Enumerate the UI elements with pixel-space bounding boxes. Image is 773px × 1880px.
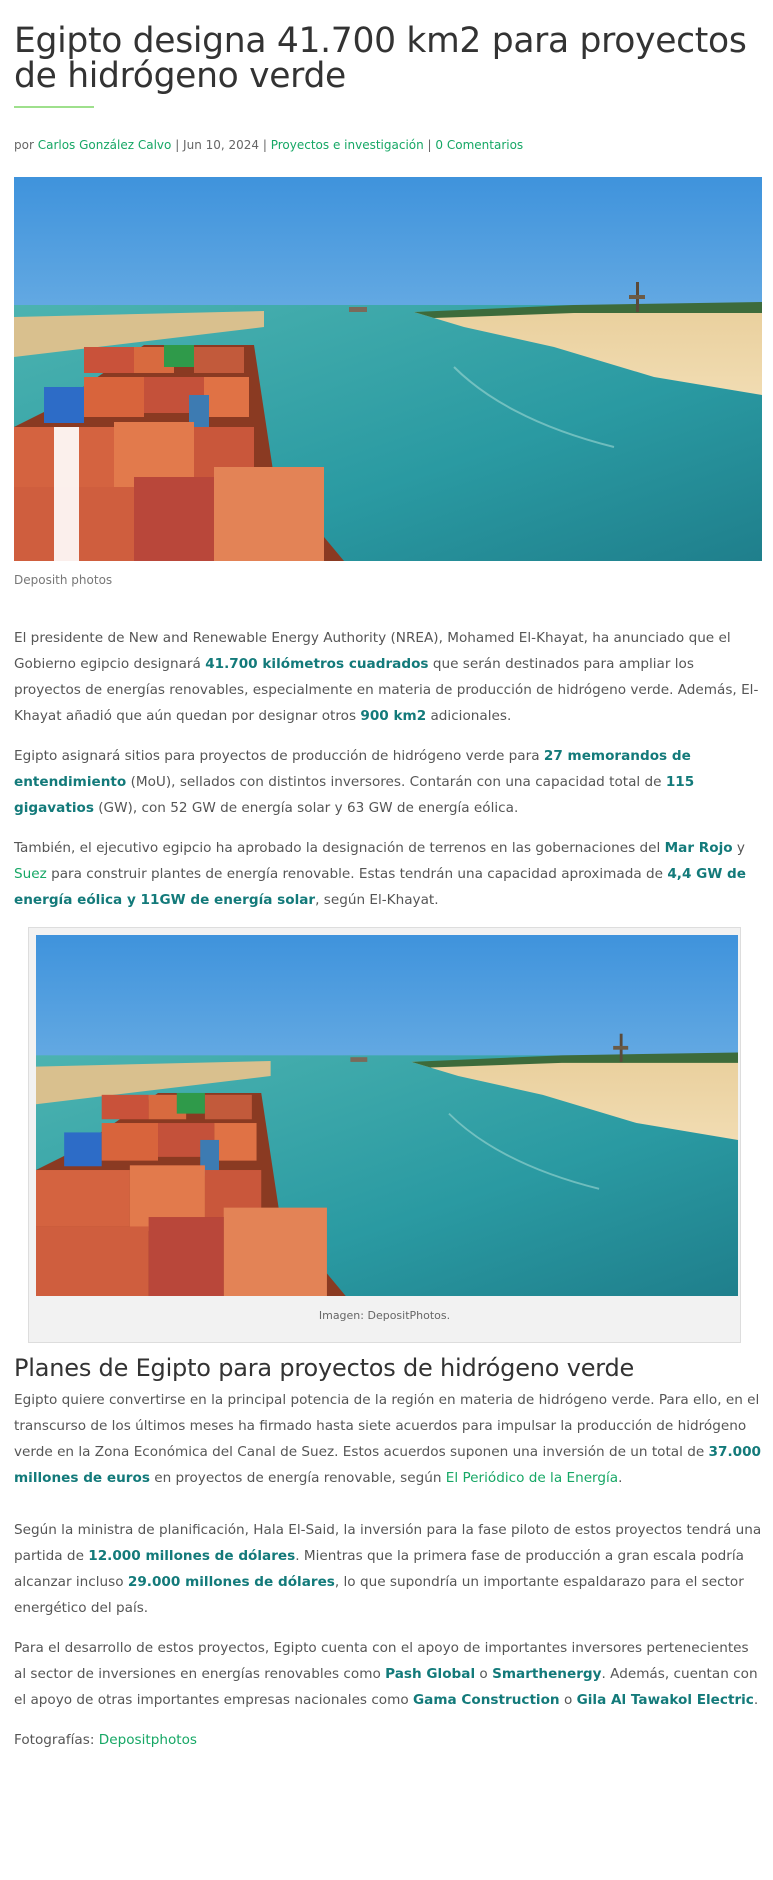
category-link[interactable]: Proyectos e investigación [270, 138, 424, 152]
comments-link[interactable]: 0 Comentarios [435, 138, 524, 152]
highlight: 41.700 kilómetros cuadrados [205, 656, 429, 672]
link-pash-global[interactable]: Pash Global [385, 1666, 476, 1682]
text: y [732, 840, 745, 856]
paragraph-6 [14, 1635, 762, 1713]
text: adicionales. [426, 708, 512, 724]
text: . [618, 1470, 623, 1486]
text: o [475, 1666, 493, 1682]
paragraph-1 [14, 625, 762, 729]
highlight: 37.000 millones de euros [14, 1444, 762, 1486]
link-smarthenergy[interactable]: Smarthenergy [492, 1666, 602, 1682]
text: , lo que supondría un importante espaldarazo para el sector energético del país. [14, 1574, 744, 1616]
post-meta [14, 137, 762, 153]
link-suez[interactable]: Suez [14, 866, 47, 882]
post-date: Jun 10, 2024 [183, 138, 260, 152]
figure-image [36, 935, 738, 1296]
text: Egipto quiere convertirse en la principal potencia de la región en materia de hidrógeno verde. Para ello, en el transcurso de los últimos meses ha firmado hasta siete acuerdos para impulsar la producción de hidrógeno verde en la Zona Económica del Canal de Suez. Estos acuerdos suponen una inversión de un total de [14, 1392, 760, 1460]
text: Egipto asignará sitios para proyectos de producción de hidrógeno verde para [14, 748, 544, 764]
section-heading: Planes de Egipto para proyectos de hidrógeno verde [14, 1354, 635, 1382]
link-periodico-energia[interactable]: El Periódico de la Energía [445, 1470, 619, 1486]
highlight: 4,4 GW de energía eólica y 11GW de energía solar [14, 866, 746, 908]
hero-image [14, 177, 762, 561]
suez-canal-photo [14, 177, 762, 561]
text: que serán destinados para ampliar los proyectos de energías renovables, especialmente en materia de producción de hidrógeno verde. Además, El-Khayat añadió que aún quedan por designar otros [14, 656, 759, 724]
meta-separator: | [259, 138, 271, 152]
suez-canal-photo [36, 935, 738, 1296]
photo-credit-label: Fotografías: [14, 1732, 99, 1748]
link-mar-rojo[interactable]: Mar Rojo [664, 840, 733, 856]
text: . Además, cuentan con el apoyo de otras importantes empresas nacionales como [14, 1666, 758, 1708]
highlight: 115 gigavatios [14, 774, 695, 816]
text: . Mientras que la primera fase de producción a gran escala podría alcanzar incluso [14, 1548, 744, 1590]
text: en proyectos de energía renovable, según [149, 1470, 446, 1486]
title-underline [14, 106, 94, 108]
link-gila-al-tawakol[interactable]: Gila Al Tawakol Electric [576, 1692, 754, 1708]
highlight: 27 memorandos de entendimiento [14, 748, 691, 790]
text: (MoU), sellados con distintos inversores. Contarán con una capacidad total de [126, 774, 666, 790]
text: . [753, 1692, 759, 1708]
highlight: 12.000 millones de dólares [88, 1548, 296, 1564]
meta-separator: | [171, 138, 184, 152]
article [14, 0, 762, 1753]
hero-caption: Deposith photos [14, 573, 113, 587]
text: Según la ministra de planificación, Hala El-Said, la inversión para la fase piloto de estos proyectos tendrá una partida de [14, 1522, 762, 1564]
paragraph-5 [14, 1517, 762, 1621]
article-title: Egipto designa 41.700 km2 para proyectos de hidrógeno verde [14, 21, 747, 96]
text: También, el ejecutivo egipcio ha aprobado la designación de terrenos en las gobernaciones del [14, 840, 665, 856]
text: , según El-Khayat. [315, 892, 439, 908]
text: El presidente de New and Renewable Energy Authority (NREA), Mohamed El-Khayat, ha anunciado que el Gobierno egipcio designará [14, 630, 731, 672]
highlight: 29.000 millones de dólares [127, 1574, 335, 1590]
author-link[interactable]: Carlos González Calvo [37, 138, 172, 152]
highlight: 900 km2 [360, 708, 427, 724]
text: o [559, 1692, 577, 1708]
paragraph-4 [14, 1387, 762, 1491]
meta-separator: | [423, 138, 436, 152]
depositphotos-link[interactable]: Depositphotos [98, 1732, 197, 1748]
text: para construir plantes de energía renovable. Estas tendrán una capacidad aproximada de [46, 866, 668, 882]
paragraph-2 [14, 743, 762, 821]
meta-by: por [14, 138, 38, 152]
text: (GW), con 52 GW de energía solar y 63 GW de energía eólica. [93, 800, 519, 816]
link-gama-construction[interactable]: Gama Construction [413, 1692, 560, 1708]
text: Para el desarrollo de estos proyectos, Egipto cuenta con el apoyo de importantes inversores pertenecientes al sector de inversiones en energías renovables como [14, 1640, 749, 1682]
photo-credit [14, 1727, 762, 1753]
figure-caption: Imagen: DepositPhotos. [318, 1309, 451, 1322]
paragraph-3 [14, 835, 762, 913]
image-figure [28, 927, 741, 1343]
